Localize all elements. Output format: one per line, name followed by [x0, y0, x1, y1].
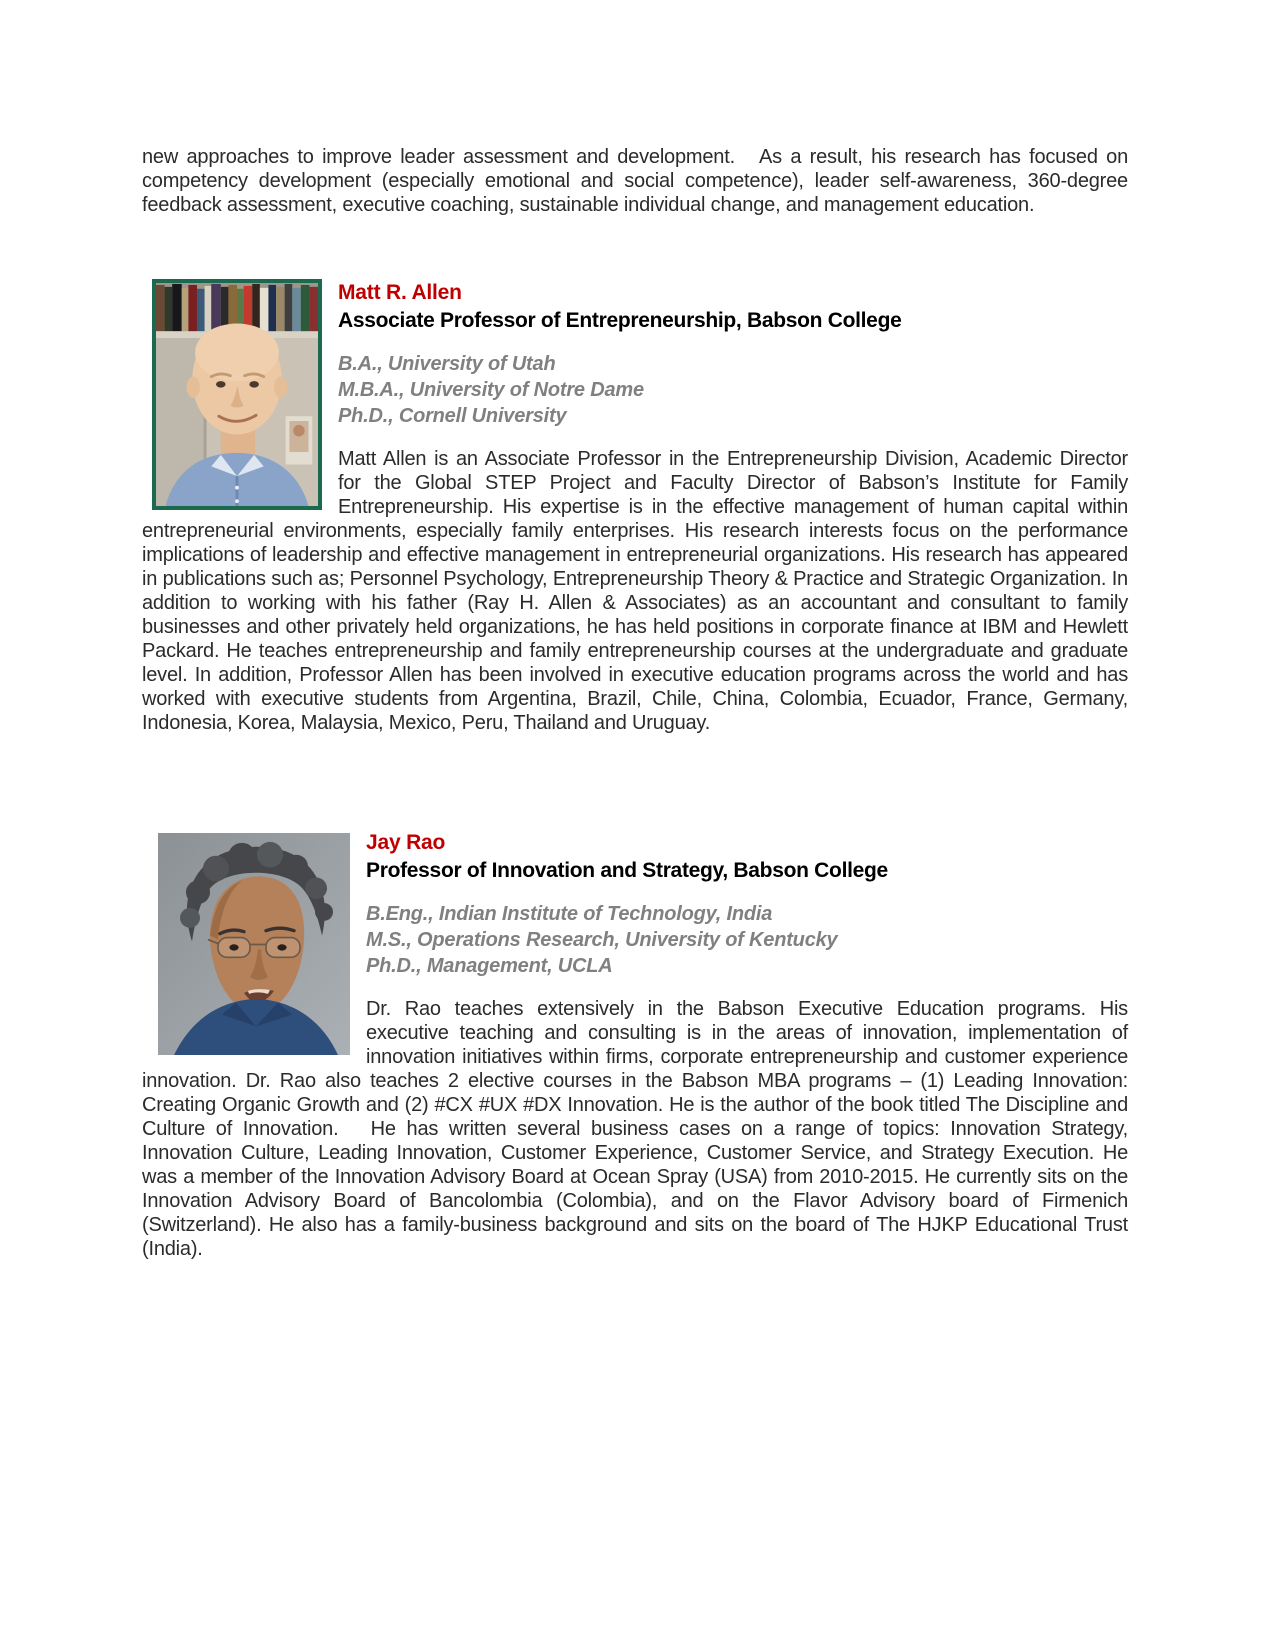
credential-line: B.Eng., Indian Institute of Technology, India — [366, 903, 773, 925]
bio-matt-allen: Matt Allen is an Associate Professor in the Entrepreneurship Division, Academic Director for the Global STEP Project and Faculty Director of Babson’s Institute for Family Entrepreneurship. His expertise is in the effective management of human capital within entrepreneurial environments, especially family enterprises. His research interests focus on the performance implications of leadership and effective management in entrepreneurial organizations. His research has appeared in publications such as; Personnel Psychology, Entrepreneurship Theory & Practice and Strategic Organization. In addition to working with his father (Ray H. Allen & Associates) as an accountant and consultant to family businesses and other privately held organizations, he has held positions in corporate finance at IBM and Hewlett Packard. He teaches entrepreneurship and family entrepreneurship courses at the undergraduate and graduate level. In addition, Professor Allen has been involved in executive education programs across the world and has worked with executive students from Argentina, Brazil, Chile, China, Colombia, Ecuador, France, Germany, Indonesia, Korea, Malaysia, Mexico, Peru, Thailand and Uruguay. — [142, 448, 1134, 734]
credential-line: Ph.D., Management, UCLA — [366, 955, 613, 977]
profile-matt-allen — [142, 279, 1134, 735]
profile-name-matt-allen: Matt R. Allen — [338, 281, 462, 304]
profile-jay-rao — [142, 827, 1134, 1261]
matt-allen-portrait — [152, 279, 322, 510]
profile-title-matt-allen: Associate Professor of Entrepreneurship, Babson College — [338, 309, 902, 332]
jay-rao-portrait-illustration — [158, 833, 350, 1055]
intro-paragraph: new approaches to improve leader assessment and development. As a result, his research has focused on competency development (especially emotional and social competence), leader self-awareness, 360-degree feedback assessment, executive coaching, sustainable individual change, and management education. — [142, 146, 1134, 216]
credential-line: M.S., Operations Research, University of Kentucky — [366, 929, 838, 951]
jay-rao-portrait — [158, 833, 350, 1055]
profile-title-jay-rao: Professor of Innovation and Strategy, Babson College — [366, 859, 888, 882]
profile-name-jay-rao: Jay Rao — [366, 831, 446, 854]
matt-allen-portrait-illustration — [156, 283, 318, 506]
bio-jay-rao: Dr. Rao teaches extensively in the Babson Executive Education programs. His executive teaching and consulting is in the areas of innovation, implementation of innovation initiatives within firms, corporate entrepreneurship and customer experience innovation. Dr. Rao also teaches 2 elective courses in the Babson MBA programs – (1) Leading Innovation: Creating Organic Growth and (2) #CX #UX #DX Innovation. He is the author of the book titled The Discipline and Culture of Innovation. He has written several business cases on a range of topics: Innovation Strategy, Innovation Culture, Leading Innovation, Customer Experience, Customer Service, and Strategy Execution. He was a member of the Innovation Advisory Board at Ocean Spray (USA) from 2010-2015. He currently sits on the Innovation Advisory Board of Bancolombia (Colombia), and on the Flavor Advisory board of Firmenich (Switzerland). He also has a family-business background and sits on the board of The HJKP Educational Trust (India). — [142, 998, 1134, 1260]
credential-line: Ph.D., Cornell University — [338, 405, 567, 427]
credential-line: B.A., University of Utah — [338, 353, 556, 375]
credential-line: M.B.A., University of Notre Dame — [338, 379, 644, 401]
